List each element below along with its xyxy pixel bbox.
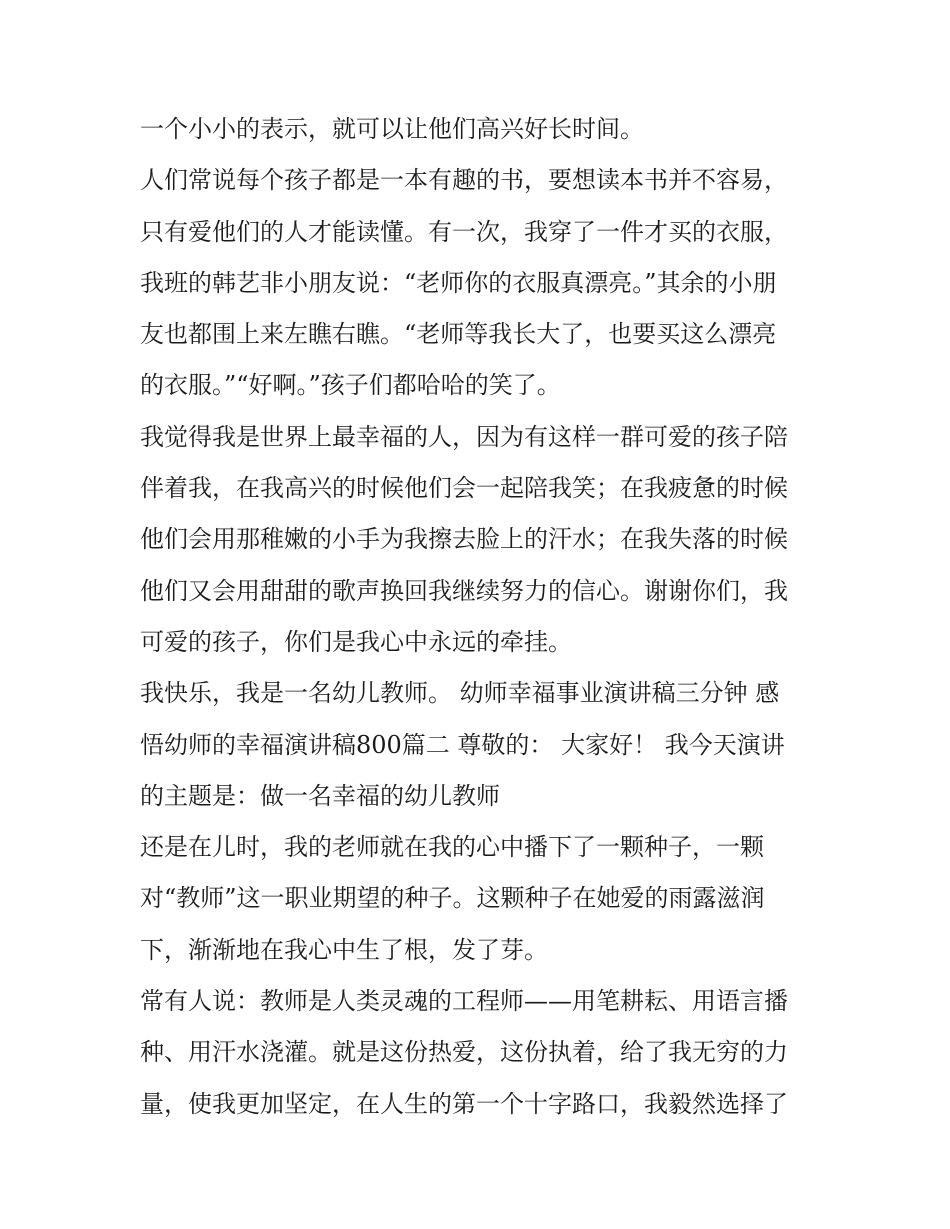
text-line: 下，渐渐地在我心中生了根，发了芽。 (140, 935, 548, 964)
text-line: 他们又会用甜甜的歌声换回我继续努力的信心。谢谢你们，我 (140, 576, 788, 605)
text-line: 伴着我，在我高兴的时候他们会一起陪我笑；在我疲惫的时候 (140, 474, 788, 503)
text-line: 的主题是：做一名幸福的幼儿教师 (140, 781, 500, 810)
text-line: 一个小小的表示，就可以让他们高兴好长时间。 (140, 115, 644, 143)
text-line: 常有人说：教师是人类灵魂的工程师——用笔耕耘、用语言播 (140, 987, 788, 1016)
text-line: 可爱的孩子，你们是我心中永远的牵挂。 (140, 627, 572, 656)
text-line: 友也都围上来左瞧右瞧。“老师等我长大了，也要买这么漂亮 (140, 320, 777, 349)
text-line: 还是在儿时，我的老师就在我的心中播下了一颗种子，一颗 (140, 833, 764, 862)
text-line: 种、用汗水浇灌。就是这份热爱，这份执着，给了我无穷的力 (140, 1038, 788, 1067)
text-line: 悟幼师的幸福演讲稿800篇二 尊敬的： 大家好！ 我今天演讲 (140, 730, 785, 759)
text-line: 量，使我更加坚定，在人生的第一个十字路口，我毅然选择了 (140, 1089, 788, 1118)
text-line: 我快乐，我是一名幼儿教师。 幼师幸福事业演讲稿三分钟 感 (140, 679, 780, 708)
text-line: 我觉得我是世界上最幸福的人，因为有这样一群可爱的孩子陪 (140, 422, 788, 451)
text-line: 他们会用那稚嫩的小手为我擦去脸上的汗水；在我失落的时候 (140, 525, 788, 554)
text-line: 只有爱他们的人才能读懂。有一次，我穿了一件才买的衣服， (140, 217, 788, 246)
text-line: 我班的韩艺非小朋友说：“老师你的衣服真漂亮。”其余的小朋 (140, 268, 777, 297)
text-line: 的衣服。”“好啊。”孩子们都哈哈的笑了。 (140, 371, 561, 400)
text-line: 对“教师”这一职业期望的种子。这颗种子在她爱的雨露滋润 (140, 884, 765, 913)
text-line: 人们常说每个孩子都是一本有趣的书，要想读本书并不容易， (140, 166, 788, 195)
document-body (140, 104, 820, 1130)
